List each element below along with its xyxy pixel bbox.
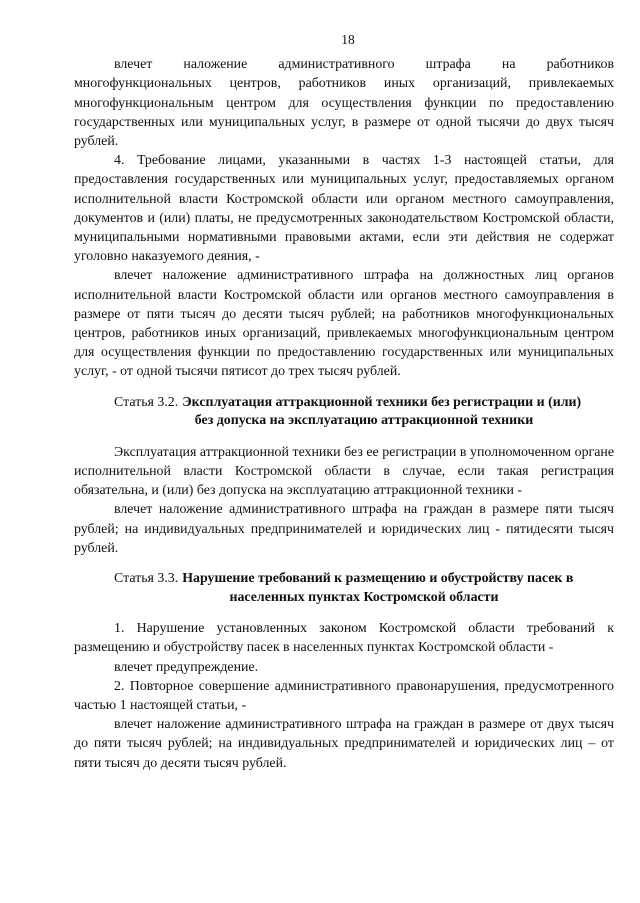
paragraph-part-4-requirement: 4. Требование лицами, указанными в частях 1-3 настоящей статьи, для предоставления государственных или муниципальных услуг, предоставляемых органом исполнительной власти Костромской области или органом местного самоуправления, документов и (или) платы, не предусмотренных законодательством Костромской области, муниципальными нормативными правовыми актами, если эти действия не содержат уголовно наказуемого деяния, -	[74, 153, 614, 265]
article-3-3-heading	[74, 570, 614, 607]
paragraph-fine-mfc-workers: влечет наложение административного штрафа на работников многофункциональных центров, работников иных организаций, привлекаемых многофункциональным центром для осуществления функции по предоставлению государственных или муниципальных услуг, в размере от одной тысячи до двух тысяч рублей.	[74, 57, 614, 150]
article-3-2-heading	[74, 394, 614, 431]
paragraph-3-3-part-1: 1. Нарушение установленных законом Костромской области требований к размещению и обустройству пасек в населенных пунктах Костромской области -	[74, 621, 614, 656]
paragraph-3-3-part-2-penalty: влечет наложение административного штрафа на граждан в размере от двух тысяч до пяти тысяч рублей; на индивидуальных предпринимателей и юридических лиц – от пяти тысяч до десяти тысяч рублей.	[74, 717, 614, 771]
article-3-3-label: Статья 3.3.	[114, 571, 179, 587]
paragraph-3-3-part-2: 2. Повторное совершение административного правонарушения, предусмотренного частью 1 настоящей статьи, -	[74, 678, 614, 714]
page-number: 18	[341, 32, 355, 47]
paragraph-3-3-warning: влечет предупреждение.	[114, 659, 259, 675]
paragraph-part-4-penalty: влечет наложение административного штрафа на должностных лиц органов исполнительной власти Костромской области или органов местного самоуправления в размере от пяти тысяч до десяти тысяч рублей; на работников многофункциональных центров, работников иных организаций, привлекаемых многофункциональным центром для осуществления функции по предоставлению государственных или муниципальных услуг, - от одной тысячи пятисот до трех тысяч рублей.	[74, 268, 614, 380]
article-3-3-title-line1: Нарушение требований к размещению и обустройству пасек в	[182, 571, 574, 587]
paragraph-3-2-penalty: влечет наложение административного штрафа на граждан в размере пяти тысяч рублей; на индивидуальных предпринимателей и юридических лиц - пятидесяти тысяч рублей.	[74, 502, 614, 556]
article-3-3-title-line2: населенных пунктах Костромской области	[229, 589, 499, 605]
article-3-2-title-line1: Эксплуатация аттракционной техники без регистрации и (или)	[182, 394, 582, 410]
article-3-2-label: Статья 3.2.	[114, 394, 179, 410]
article-3-2-title-line2: без допуска на эксплуатацию аттракционной техники	[194, 413, 534, 429]
paragraph-3-2-offense: Эксплуатация аттракционной техники без ее регистрации в уполномоченном органе исполнительной власти Костромской области в случае, если такая регистрация обязательна, и (или) без допуска на эксплуатацию аттракционной техники -	[74, 444, 614, 499]
